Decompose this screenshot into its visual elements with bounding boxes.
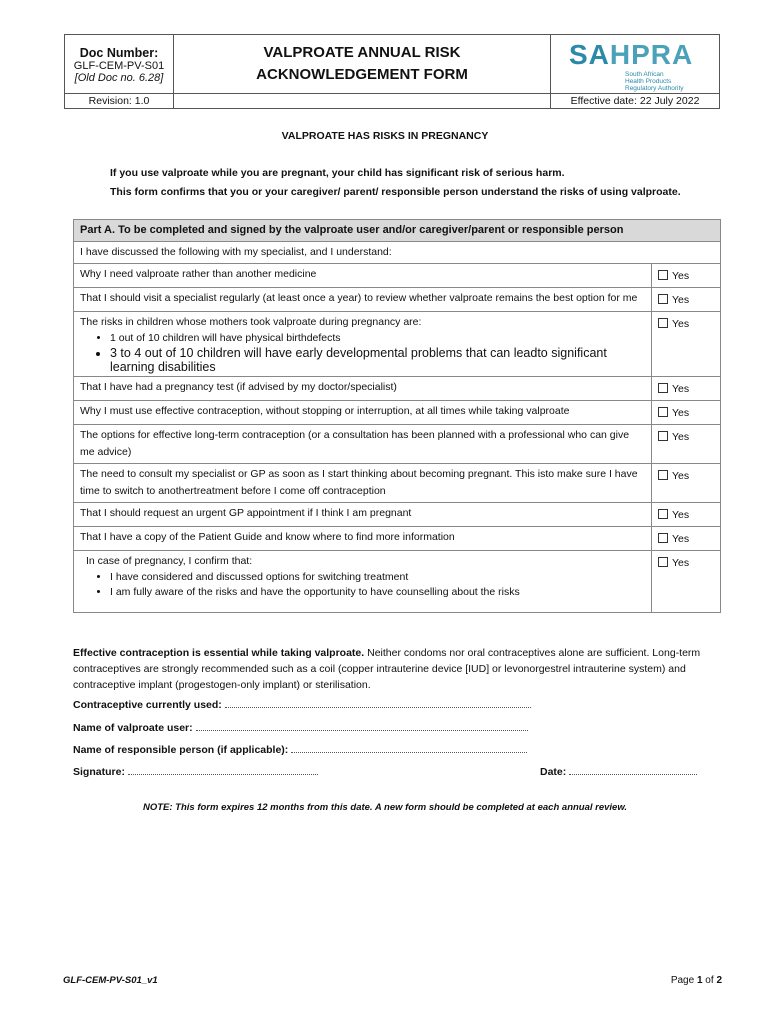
old-doc-number: [Old Doc no. 6.28] xyxy=(74,72,164,84)
yes-checkbox[interactable]: Yes xyxy=(652,425,721,464)
footer-doc-code: GLF-CEM-PV-S01_v1 xyxy=(63,975,158,986)
logo-cell xyxy=(551,35,720,94)
intro-text xyxy=(110,164,690,202)
signature-field: Signature: xyxy=(73,764,318,778)
list-item: • I have considered and discussed options for switching treatment xyxy=(110,570,645,585)
checkbox-icon[interactable] xyxy=(658,270,668,280)
table-row: The options for effective long-term contraception (or a consultation has been planned with a professional who can give me advice) Yes xyxy=(74,425,721,464)
yes-checkbox[interactable]: Yes xyxy=(652,264,721,288)
table-row: That I should visit a specialist regularly (at least once a year) to review whether valproate remains the best option for me Yes xyxy=(74,288,721,312)
responsible-name-field: Name of responsible person (if applicable): xyxy=(73,742,527,756)
list-item: • 1 out of 10 children will have physical birthdefects xyxy=(110,331,645,346)
checkbox-icon[interactable] xyxy=(658,318,668,328)
checkbox-icon[interactable] xyxy=(658,294,668,304)
table-row: Why I need valproate rather than another medicine Yes xyxy=(74,264,721,288)
user-name-input[interactable] xyxy=(196,720,528,731)
yes-checkbox[interactable]: Yes xyxy=(652,527,721,551)
table-row: That I have had a pregnancy test (if advised by my doctor/specialist) Yes xyxy=(74,377,721,401)
table-row: The risks in children whose mothers took valproate during pregnancy are: • 1 out of 10 children will have physical birthdefects • 3 to 4 out of 10 children will have early developmental problems that can leadto significant learning disabilities Yes xyxy=(74,312,721,377)
logo-subtitle: South African Health Products Regulatory Authority xyxy=(625,71,684,92)
intro-line2: This form confirms that you or your caregiver/ parent/ responsible person understand the risks of using valproate. xyxy=(110,186,681,198)
sahpra-logo xyxy=(551,35,719,93)
discussed-row: I have discussed the following with my specialist, and I understand: xyxy=(74,242,721,264)
checkbox-icon[interactable] xyxy=(658,431,668,441)
yes-checkbox[interactable]: Yes xyxy=(652,377,721,401)
yes-checkbox[interactable]: Yes xyxy=(652,503,721,527)
date-input[interactable] xyxy=(569,764,697,775)
yes-checkbox[interactable]: Yes xyxy=(652,312,721,377)
logo-wordmark: SAHPRA xyxy=(569,39,694,70)
table-row: In case of pregnancy, I confirm that: • I have considered and discussed options for switching treatment • I am fully aware of the risks and have the opportunity to have counselling about the risks Yes xyxy=(74,551,721,613)
form-title-line1: VALPROATE ANNUAL RISK xyxy=(263,44,461,61)
header-table xyxy=(64,34,720,109)
section-title: VALPROATE HAS RISKS IN PREGNANCY xyxy=(281,130,489,142)
table-row: That I have a copy of the Patient Guide and know where to find more information Yes xyxy=(74,527,721,551)
signature-input[interactable] xyxy=(128,764,318,775)
part-a-header: Part A. To be completed and signed by the valproate user and/or caregiver/parent or responsible person xyxy=(74,220,721,242)
contraception-paragraph: Effective contraception is essential while taking valproate. Neither condoms nor oral contraceptives alone are sufficient. Long-term contraceptives are strongly recommended such as a coil (copper intrauterine device [IUD] or levonorgestrel intrauterine system) and contraceptive implant (progestogen-only implant) or sterilisation. xyxy=(73,647,701,691)
doc-number-label: Doc Number: xyxy=(79,46,159,60)
doc-number-cell xyxy=(65,35,174,94)
doc-code: GLF-CEM-PV-S01 xyxy=(73,60,165,72)
list-item: • I am fully aware of the risks and have the opportunity to have counselling about the risks xyxy=(110,585,645,600)
checkbox-icon[interactable] xyxy=(658,509,668,519)
acknowledgement-table xyxy=(73,219,721,613)
yes-checkbox[interactable]: Yes xyxy=(652,464,721,503)
checkbox-icon[interactable] xyxy=(658,470,668,480)
yes-checkbox[interactable]: Yes xyxy=(652,551,721,613)
expiry-note: NOTE: This form expires 12 months from this date. A new form should be completed at each annual review. xyxy=(142,802,628,813)
table-row: The need to consult my specialist or GP as soon as I start thinking about becoming pregnant. This isto make sure I have time to switch to anothertreatment before I come off contraception Yes xyxy=(74,464,721,503)
revision: Revision: 1.0 xyxy=(65,94,174,109)
header-spacer xyxy=(174,94,551,109)
table-row: Why I must use effective contraception, without stopping or interruption, at all times while taking valproate Yes xyxy=(74,401,721,425)
table-row: That I should request an urgent GP appointment if I think I am pregnant Yes xyxy=(74,503,721,527)
effective-date: Effective date: 22 July 2022 xyxy=(551,94,720,109)
checkbox-icon[interactable] xyxy=(658,533,668,543)
checkbox-icon[interactable] xyxy=(658,407,668,417)
user-name-field: Name of valproate user: xyxy=(73,720,528,734)
form-title-line2: ACKNOWLEDGEMENT FORM xyxy=(256,66,468,83)
page-number: Page 1 of 2 xyxy=(670,975,722,986)
list-item: • 3 to 4 out of 10 children will have early developmental problems that can leadto significant learning disabilities xyxy=(110,346,645,374)
form-title-cell xyxy=(174,35,551,94)
yes-checkbox[interactable]: Yes xyxy=(652,401,721,425)
checkbox-icon[interactable] xyxy=(658,557,668,567)
responsible-name-input[interactable] xyxy=(291,742,527,753)
intro-line1: If you use valproate while you are pregnant, your child has significant risk of serious harm. xyxy=(110,167,565,179)
contraceptive-field: Contraceptive currently used: xyxy=(73,697,531,711)
contraceptive-input[interactable] xyxy=(225,697,531,708)
checkbox-icon[interactable] xyxy=(658,383,668,393)
yes-checkbox[interactable]: Yes xyxy=(652,288,721,312)
date-field: Date: xyxy=(540,764,697,778)
